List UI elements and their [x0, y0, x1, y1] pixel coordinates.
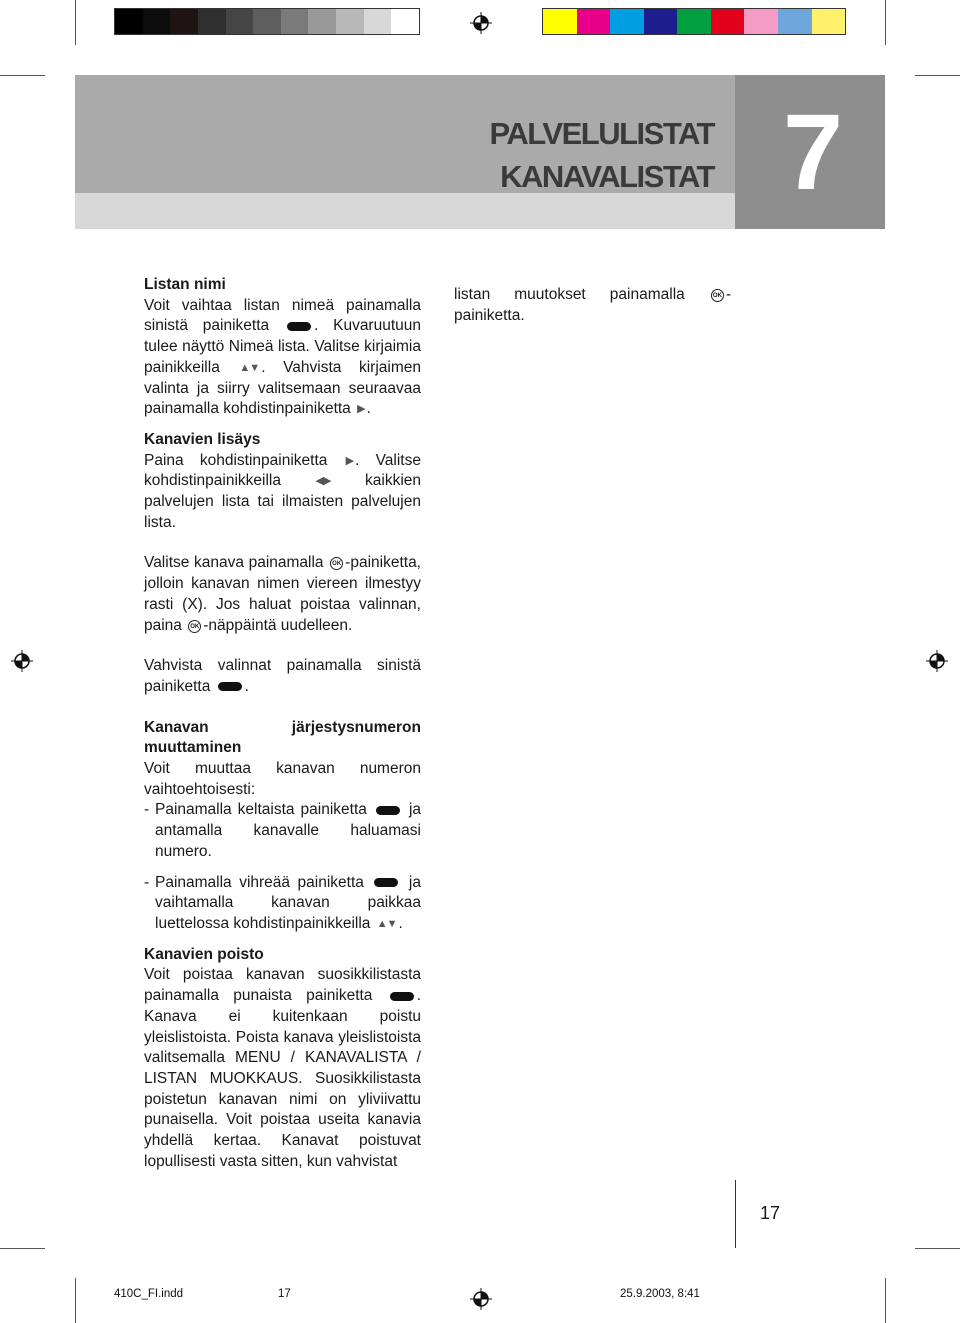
calibration-swatch	[115, 9, 143, 34]
arrow-left-right-icon: ◀▶	[315, 475, 331, 488]
grayscale-calibration-bar	[114, 8, 420, 35]
calibration-swatch	[711, 9, 745, 34]
crop-mark	[75, 1278, 76, 1323]
calibration-swatch	[744, 9, 778, 34]
blue-button-icon	[218, 682, 242, 691]
crop-mark	[0, 1248, 45, 1249]
registration-mark-icon	[470, 1288, 492, 1310]
calibration-swatch	[364, 9, 392, 34]
ok-button-icon: OK	[711, 289, 724, 302]
arrow-right-icon: ▶	[345, 454, 354, 467]
registration-mark-icon	[926, 650, 948, 672]
chapter-title-line2: KANAVALISTAT	[500, 159, 714, 194]
page-number-rule	[735, 1180, 736, 1248]
calibration-swatch	[336, 9, 364, 34]
crop-mark	[75, 0, 76, 45]
arrow-up-down-icon: ▲▼	[239, 361, 260, 374]
paragraph-kanavien-poisto: Voit poistaa kanavan suosikkilistasta painamalla punaista painiketta . Kanava ei kuitenkaan poistu yleislistoista. Poista kanava yleislistoista valitsemalla MENU / KANAVALISTA / LISTAN MUOKKAUS. Suosikkilistasta poistetun kanavan nimi on yliviivattu punaisella. Voit poistaa useita kanavia yhdellä kertaa. Kanavat poistuvat lopullisesti vasta sitten, kun vahvistat	[144, 966, 422, 1170]
yellow-button-icon	[376, 806, 400, 815]
calibration-swatch	[543, 9, 577, 34]
footer-page: 17	[278, 1288, 291, 1300]
chapter-title	[490, 112, 714, 198]
paragraph-vahvista: Vahvista valinnat painamalla sinistä painiketta .	[144, 657, 421, 695]
list-item: - Painamalla vihreää painiketta ja vaihtamalla kanavan paikkaa luettelossa kohdistinpainikkeilla ▲▼ .	[144, 873, 421, 935]
section-heading-kanavien-poisto: Kanavien poisto	[144, 945, 264, 963]
registration-mark-icon	[470, 12, 492, 34]
left-column	[144, 275, 421, 1172]
green-button-icon	[374, 878, 398, 887]
paragraph-listan-nimi: Voit vaihtaa listan nimeä painamalla sinistä painiketta . Kuvaruutuun tulee näyttö Nimeä lista. Valitse kirjaimia painikkeilla ▲▼ . Vahvista kirjaimen valinta ja siirry valitsemaan seuraavaa painamalla kohdistinpainiketta ▶ .	[144, 296, 421, 420]
ok-button-icon: OK	[188, 620, 201, 633]
crop-mark	[915, 1248, 960, 1249]
right-column	[454, 285, 731, 326]
crop-mark	[0, 75, 45, 76]
blue-button-icon	[287, 322, 311, 331]
header-subband	[75, 193, 735, 229]
footer-filename: 410C_FI.indd	[114, 1288, 184, 1300]
crop-mark	[885, 0, 886, 45]
calibration-swatch	[308, 9, 336, 34]
paragraph-listan-muutokset: listan muutokset painamalla OK -painiketta.	[454, 286, 731, 324]
calibration-swatch	[778, 9, 812, 34]
calibration-swatch	[226, 9, 254, 34]
crop-mark	[885, 1278, 886, 1323]
footer-date: 25.9.2003, 8:41	[620, 1288, 700, 1300]
section-heading-listan-nimi: Listan nimi	[144, 276, 226, 293]
color-calibration-bar	[542, 8, 846, 35]
section-heading-jarjestysnumero: Kanavan järjestysnumeron muuttaminen	[144, 718, 421, 757]
calibration-swatch	[610, 9, 644, 34]
chapter-title-line1: PALVELULISTAT	[489, 116, 714, 151]
calibration-swatch	[170, 9, 198, 34]
calibration-swatch	[677, 9, 711, 34]
paragraph-kanavien-lisays: Paina kohdistinpainiketta ▶ . Valitse kohdistinpainikkeilla ◀▶ kaikkien palvelujen lista tai ilmaisten palvelujen lista.	[144, 451, 422, 531]
section-heading-kanavien-lisays: Kanavien lisäys	[144, 430, 261, 448]
calibration-swatch	[577, 9, 611, 34]
page-number: 17	[760, 1203, 781, 1223]
paragraph-jarjestysnumero: Voit muuttaa kanavan numeron vaihtoehtoisesti:	[144, 760, 421, 798]
calibration-swatch	[644, 9, 678, 34]
calibration-swatch	[281, 9, 309, 34]
calibration-swatch	[143, 9, 171, 34]
paragraph-valitse-kanava: Valitse kanava painamalla OK -painiketta, jolloin kanavan nimen viereen ilmestyy rasti (X). Jos haluat poistaa valinnan, paina OK -näppäintä uudelleen.	[144, 554, 421, 634]
list-item: - Painamalla keltaista painiketta ja antamalla kanavalle haluamasi numero.	[144, 801, 422, 860]
chapter-number: 7	[782, 91, 838, 212]
calibration-swatch	[253, 9, 281, 34]
calibration-swatch	[391, 9, 419, 34]
arrow-up-down-icon: ▲▼	[376, 917, 397, 930]
red-button-icon	[390, 992, 414, 1001]
ok-button-icon: OK	[330, 557, 343, 570]
registration-mark-icon	[11, 650, 33, 672]
crop-mark	[915, 75, 960, 76]
calibration-swatch	[812, 9, 846, 34]
arrow-right-icon: ▶	[357, 403, 365, 416]
calibration-swatch	[198, 9, 226, 34]
